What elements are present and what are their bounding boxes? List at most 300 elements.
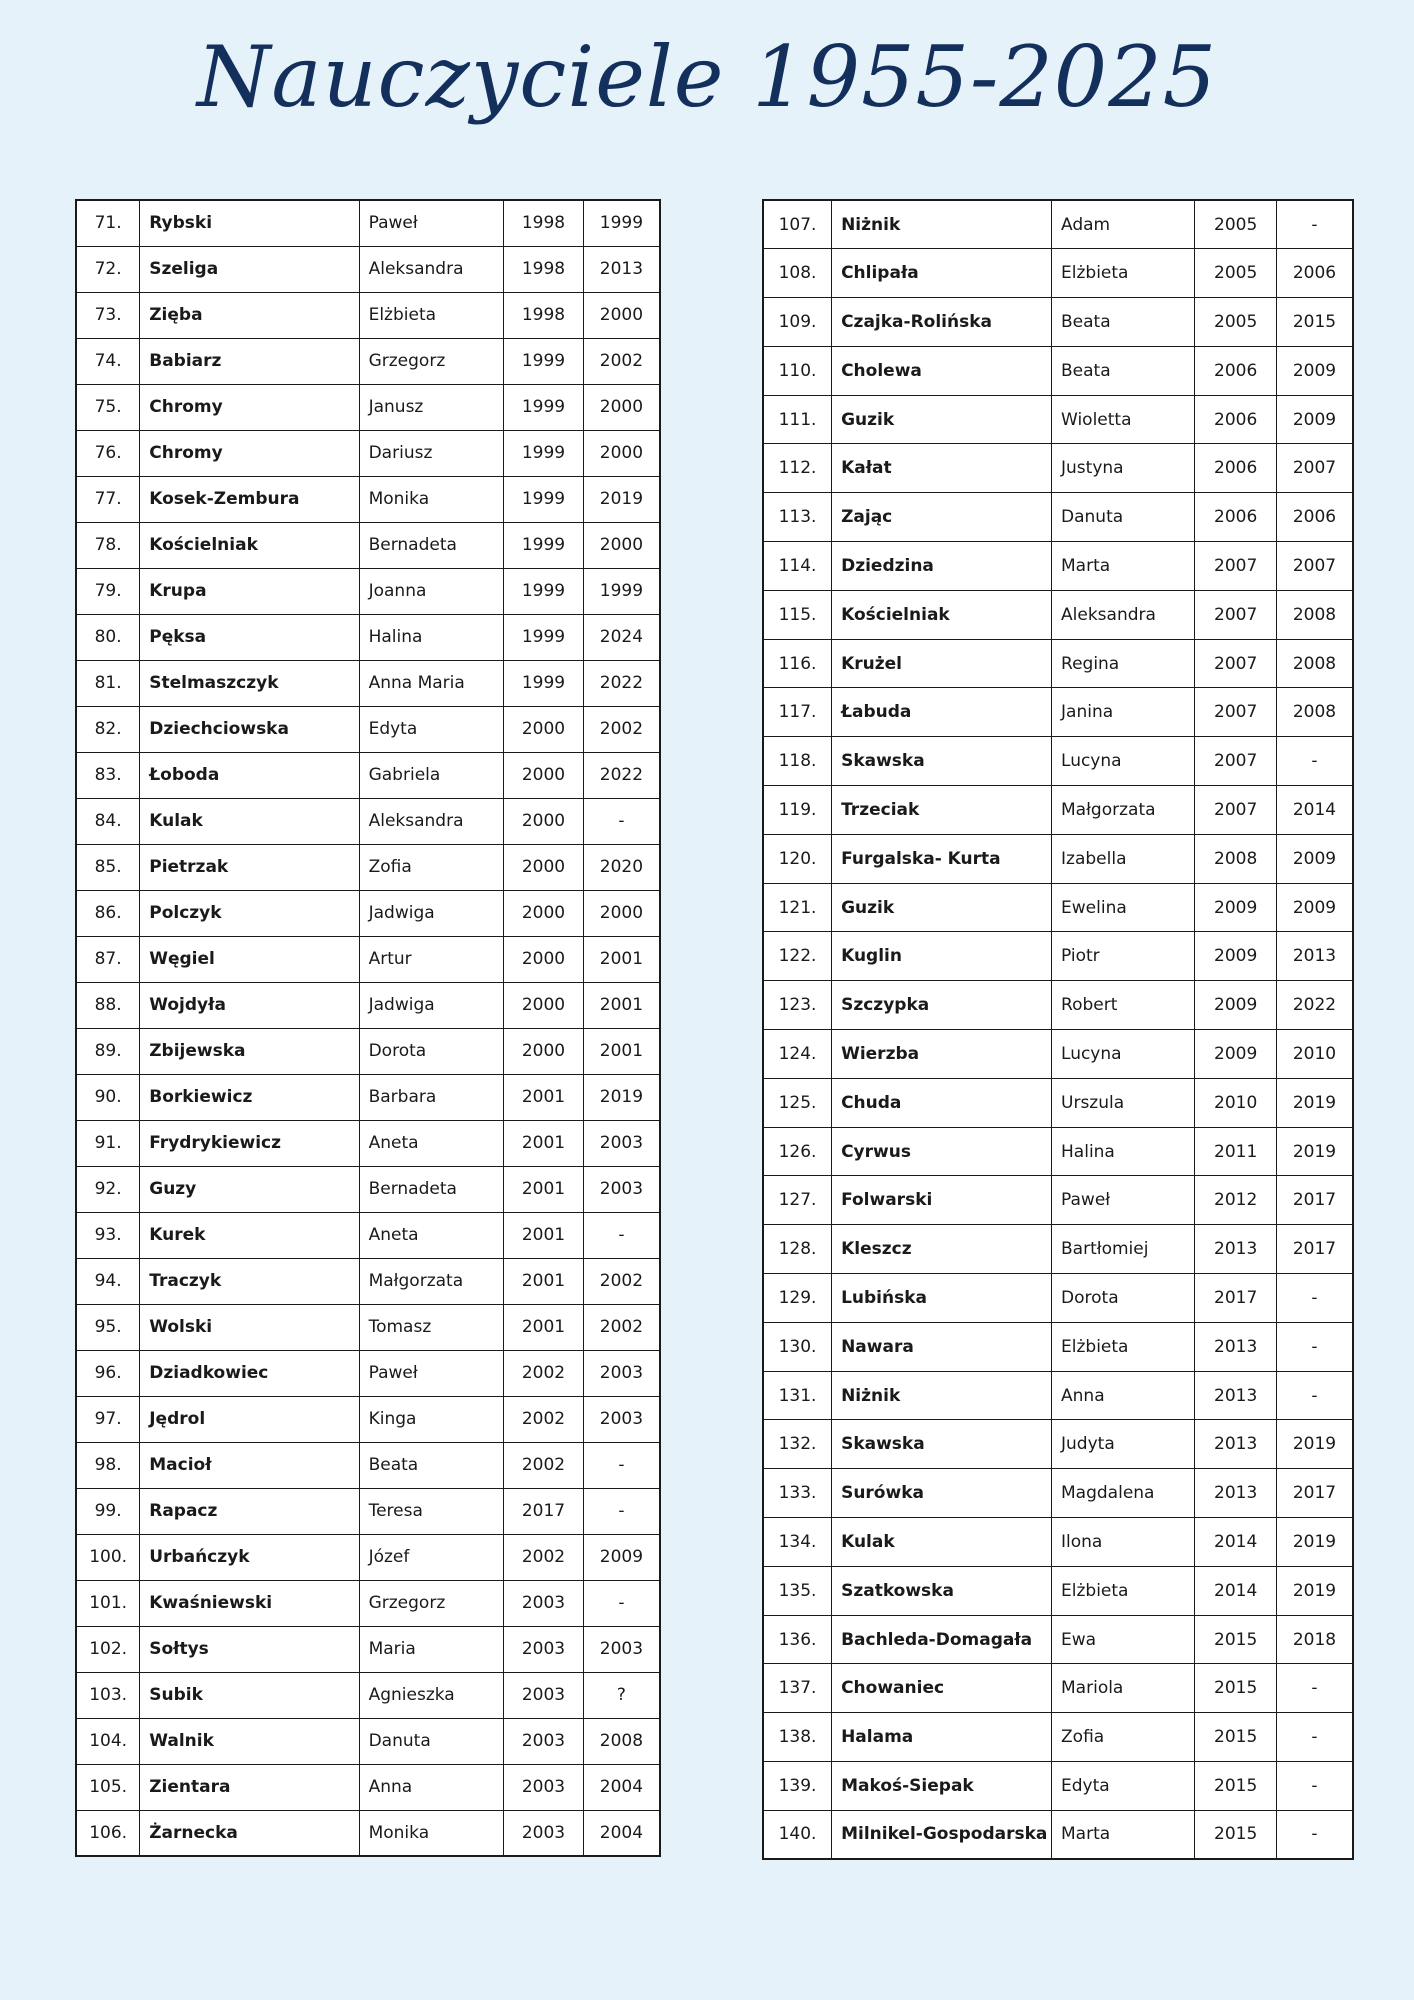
row-number: 92. [76,1166,140,1212]
surname-cell: Skawska [832,737,1052,786]
table-row [76,246,660,292]
page-title: Nauczyciele 1955-2025 [196,28,1218,126]
surname-cell: Milnikel-Gospodarska [832,1810,1052,1859]
row-number: 97. [76,1396,140,1442]
first-name-cell: Agnieszka [359,1672,504,1718]
year-to-cell: 2000 [583,430,660,476]
surname-cell: Wojdyła [140,982,359,1028]
table-row [763,395,1353,444]
year-to-cell: 2008 [583,1718,660,1764]
table-row [76,1212,660,1258]
year-to-cell: 2008 [1276,688,1353,737]
table-row [763,1566,1353,1615]
year-to-cell: 2017 [1276,1176,1353,1225]
year-from-cell: 2000 [504,798,584,844]
row-number: 103. [76,1672,140,1718]
first-name-cell: Zofia [359,844,504,890]
first-name-cell: Regina [1052,639,1195,688]
table-row [76,568,660,614]
row-number: 104. [76,1718,140,1764]
surname-cell: Guzy [140,1166,359,1212]
year-to-cell: 1999 [583,200,660,246]
table-row [76,1810,660,1856]
year-from-cell: 2003 [504,1672,584,1718]
first-name-cell: Marta [1052,542,1195,591]
table-row [763,1713,1353,1762]
year-to-cell: - [1276,1810,1353,1859]
first-name-cell: Judyta [1052,1420,1195,1469]
table-row [763,200,1353,249]
table-row [763,493,1353,542]
surname-cell: Kurek [140,1212,359,1258]
year-to-cell: 2019 [1276,1420,1353,1469]
surname-cell: Zięba [140,292,359,338]
row-number: 118. [763,737,832,786]
row-number: 124. [763,1030,832,1079]
row-number: 114. [763,542,832,591]
first-name-cell: Elżbieta [359,292,504,338]
surname-cell: Niżnik [832,200,1052,249]
year-to-cell: 2014 [1276,786,1353,835]
year-from-cell: 2000 [504,706,584,752]
row-number: 136. [763,1615,832,1664]
surname-cell: Nawara [832,1322,1052,1371]
row-number: 83. [76,752,140,798]
row-number: 135. [763,1566,832,1615]
first-name-cell: Mariola [1052,1664,1195,1713]
year-from-cell: 2000 [504,752,584,798]
year-to-cell: 2022 [1276,981,1353,1030]
table-row [76,1764,660,1810]
first-name-cell: Elżbieta [1052,1566,1195,1615]
first-name-cell: Beata [1052,298,1195,347]
row-number: 106. [76,1810,140,1856]
first-name-cell: Teresa [359,1488,504,1534]
table-row [763,639,1353,688]
table-row [763,542,1353,591]
table-row [76,890,660,936]
table-row [76,1028,660,1074]
table-row [76,292,660,338]
first-name-cell: Bartłomiej [1052,1225,1195,1274]
table-row [763,1615,1353,1664]
first-name-cell: Urszula [1052,1078,1195,1127]
year-to-cell: 2000 [583,384,660,430]
year-from-cell: 1999 [504,522,584,568]
year-from-cell: 2006 [1195,444,1276,493]
row-number: 80. [76,614,140,660]
surname-cell: Walnik [140,1718,359,1764]
year-from-cell: 2002 [504,1534,584,1580]
year-to-cell: 2001 [583,982,660,1028]
first-name-cell: Małgorzata [1052,786,1195,835]
table-row [763,444,1353,493]
year-from-cell: 1999 [504,614,584,660]
first-name-cell: Danuta [1052,493,1195,542]
surname-cell: Kulak [140,798,359,844]
first-name-cell: Monika [359,476,504,522]
year-to-cell: 2017 [1276,1225,1353,1274]
year-to-cell: 2019 [583,1074,660,1120]
row-number: 81. [76,660,140,706]
row-number: 107. [763,200,832,249]
surname-cell: Zbijewska [140,1028,359,1074]
year-from-cell: 2002 [504,1350,584,1396]
surname-cell: Kulak [832,1518,1052,1567]
table-row [763,1322,1353,1371]
year-from-cell: 2013 [1195,1322,1276,1371]
year-to-cell: 2007 [1276,444,1353,493]
table-row [76,1120,660,1166]
year-to-cell: - [1276,1762,1353,1811]
row-number: 91. [76,1120,140,1166]
year-to-cell: 2002 [583,706,660,752]
table-row [76,384,660,430]
row-number: 121. [763,883,832,932]
surname-cell: Cyrwus [832,1127,1052,1176]
row-number: 77. [76,476,140,522]
year-from-cell: 2000 [504,844,584,890]
row-number: 79. [76,568,140,614]
table-row [763,1127,1353,1176]
year-to-cell: 2020 [583,844,660,890]
year-to-cell: 2019 [1276,1127,1353,1176]
first-name-cell: Ilona [1052,1518,1195,1567]
surname-cell: Guzik [832,883,1052,932]
first-name-cell: Zofia [1052,1713,1195,1762]
year-to-cell: - [1276,1274,1353,1323]
year-to-cell: 2009 [1276,883,1353,932]
year-from-cell: 1999 [504,568,584,614]
first-name-cell: Ewelina [1052,883,1195,932]
year-to-cell: 2017 [1276,1469,1353,1518]
year-from-cell: 2007 [1195,688,1276,737]
year-from-cell: 2002 [504,1442,584,1488]
row-number: 123. [763,981,832,1030]
year-to-cell: 2019 [583,476,660,522]
row-number: 131. [763,1371,832,1420]
year-to-cell: - [583,1580,660,1626]
year-from-cell: 2017 [504,1488,584,1534]
row-number: 113. [763,493,832,542]
year-from-cell: 2014 [1195,1518,1276,1567]
year-from-cell: 2007 [1195,542,1276,591]
surname-cell: Dziechciowska [140,706,359,752]
first-name-cell: Lucyna [1052,737,1195,786]
year-from-cell: 2001 [504,1258,584,1304]
row-number: 137. [763,1664,832,1713]
first-name-cell: Danuta [359,1718,504,1764]
first-name-cell: Paweł [359,200,504,246]
year-to-cell: 2003 [583,1626,660,1672]
table-row [76,1672,660,1718]
year-from-cell: 2003 [504,1718,584,1764]
first-name-cell: Jadwiga [359,982,504,1028]
year-from-cell: 2015 [1195,1713,1276,1762]
year-from-cell: 2000 [504,1028,584,1074]
surname-cell: Chuda [832,1078,1052,1127]
year-to-cell: - [583,798,660,844]
row-number: 73. [76,292,140,338]
row-number: 138. [763,1713,832,1762]
year-to-cell: 2003 [583,1120,660,1166]
table-row [763,590,1353,639]
first-name-cell: Adam [1052,200,1195,249]
year-to-cell: 2000 [583,292,660,338]
row-number: 78. [76,522,140,568]
row-number: 109. [763,298,832,347]
first-name-cell: Beata [359,1442,504,1488]
first-name-cell: Bernadeta [359,522,504,568]
first-name-cell: Aleksandra [359,246,504,292]
first-name-cell: Maria [359,1626,504,1672]
first-name-cell: Małgorzata [359,1258,504,1304]
year-from-cell: 1999 [504,430,584,476]
year-to-cell: 2008 [1276,639,1353,688]
first-name-cell: Bernadeta [359,1166,504,1212]
year-from-cell: 2001 [504,1120,584,1166]
year-from-cell: 2000 [504,936,584,982]
table-row [76,1534,660,1580]
first-name-cell: Robert [1052,981,1195,1030]
first-name-cell: Beata [1052,346,1195,395]
surname-cell: Subik [140,1672,359,1718]
first-name-cell: Anna [359,1764,504,1810]
first-name-cell: Wioletta [1052,395,1195,444]
row-number: 88. [76,982,140,1028]
table-row [76,614,660,660]
surname-cell: Macioł [140,1442,359,1488]
row-number: 82. [76,706,140,752]
surname-cell: Halama [832,1713,1052,1762]
row-number: 110. [763,346,832,395]
year-from-cell: 1999 [504,338,584,384]
year-to-cell: 2022 [583,660,660,706]
year-to-cell: 2009 [1276,395,1353,444]
first-name-cell: Elżbieta [1052,1322,1195,1371]
year-to-cell: 2003 [583,1166,660,1212]
table-row [76,1166,660,1212]
row-number: 105. [76,1764,140,1810]
year-from-cell: 2003 [504,1810,584,1856]
year-to-cell: 2000 [583,890,660,936]
row-number: 93. [76,1212,140,1258]
year-from-cell: 2010 [1195,1078,1276,1127]
table-row [763,1420,1353,1469]
row-number: 128. [763,1225,832,1274]
table-row [763,883,1353,932]
row-number: 112. [763,444,832,493]
row-number: 102. [76,1626,140,1672]
first-name-cell: Anna [1052,1371,1195,1420]
year-from-cell: 2015 [1195,1664,1276,1713]
year-from-cell: 1999 [504,476,584,522]
year-to-cell: 2006 [1276,249,1353,298]
year-to-cell: 2019 [1276,1078,1353,1127]
year-from-cell: 2009 [1195,883,1276,932]
table-row [763,1274,1353,1323]
surname-cell: Zając [832,493,1052,542]
year-to-cell: 2007 [1276,542,1353,591]
row-number: 72. [76,246,140,292]
year-to-cell: 2003 [583,1396,660,1442]
surname-cell: Cholewa [832,346,1052,395]
surname-cell: Rybski [140,200,359,246]
teachers-table-left-body [76,200,660,1856]
year-from-cell: 2005 [1195,200,1276,249]
first-name-cell: Monika [359,1810,504,1856]
year-to-cell: 2004 [583,1810,660,1856]
year-to-cell: 2002 [583,338,660,384]
surname-cell: Traczyk [140,1258,359,1304]
row-number: 90. [76,1074,140,1120]
year-from-cell: 2001 [504,1074,584,1120]
row-number: 95. [76,1304,140,1350]
row-number: 127. [763,1176,832,1225]
first-name-cell: Dariusz [359,430,504,476]
surname-cell: Bachleda-Domagała [832,1615,1052,1664]
year-from-cell: 2013 [1195,1469,1276,1518]
first-name-cell: Artur [359,936,504,982]
first-name-cell: Marta [1052,1810,1195,1859]
year-to-cell: 2006 [1276,493,1353,542]
row-number: 101. [76,1580,140,1626]
year-to-cell: 1999 [583,568,660,614]
surname-cell: Wierzba [832,1030,1052,1079]
table-row [76,1488,660,1534]
surname-cell: Kleszcz [832,1225,1052,1274]
row-number: 139. [763,1762,832,1811]
first-name-cell: Dorota [359,1028,504,1074]
surname-cell: Chlipała [832,249,1052,298]
row-number: 117. [763,688,832,737]
table-row [76,936,660,982]
surname-cell: Pietrzak [140,844,359,890]
table-row [76,476,660,522]
year-to-cell: - [583,1212,660,1258]
surname-cell: Kwaśniewski [140,1580,359,1626]
table-row [763,688,1353,737]
first-name-cell: Justyna [1052,444,1195,493]
year-to-cell: 2013 [1276,932,1353,981]
first-name-cell: Aneta [359,1212,504,1258]
row-number: 94. [76,1258,140,1304]
year-from-cell: 2001 [504,1304,584,1350]
year-from-cell: 1998 [504,200,584,246]
table-row [76,1442,660,1488]
row-number: 84. [76,798,140,844]
surname-cell: Skawska [832,1420,1052,1469]
year-to-cell: ? [583,1672,660,1718]
year-to-cell: 2008 [1276,590,1353,639]
surname-cell: Frydrykiewicz [140,1120,359,1166]
year-to-cell: 2002 [583,1258,660,1304]
year-from-cell: 2007 [1195,786,1276,835]
year-from-cell: 2009 [1195,1030,1276,1079]
year-from-cell: 1998 [504,292,584,338]
surname-cell: Dziedzina [832,542,1052,591]
year-from-cell: 2015 [1195,1810,1276,1859]
row-number: 111. [763,395,832,444]
row-number: 126. [763,1127,832,1176]
table-row [76,1074,660,1120]
table-row [76,1580,660,1626]
row-number: 86. [76,890,140,936]
year-from-cell: 2003 [504,1764,584,1810]
year-from-cell: 2009 [1195,981,1276,1030]
row-number: 99. [76,1488,140,1534]
surname-cell: Krupa [140,568,359,614]
year-from-cell: 2006 [1195,493,1276,542]
row-number: 116. [763,639,832,688]
row-number: 100. [76,1534,140,1580]
year-from-cell: 2005 [1195,249,1276,298]
year-to-cell: 2024 [583,614,660,660]
first-name-cell: Elżbieta [1052,249,1195,298]
table-row [763,932,1353,981]
table-row [763,981,1353,1030]
year-from-cell: 2014 [1195,1566,1276,1615]
first-name-cell: Aleksandra [1052,590,1195,639]
year-from-cell: 2015 [1195,1762,1276,1811]
year-from-cell: 2013 [1195,1420,1276,1469]
year-from-cell: 2005 [1195,298,1276,347]
row-number: 115. [763,590,832,639]
year-from-cell: 1998 [504,246,584,292]
row-number: 122. [763,932,832,981]
table-row [76,706,660,752]
year-to-cell: - [1276,200,1353,249]
surname-cell: Kościelniak [140,522,359,568]
table-row [763,737,1353,786]
first-name-cell: Magdalena [1052,1469,1195,1518]
first-name-cell: Anna Maria [359,660,504,706]
first-name-cell: Aleksandra [359,798,504,844]
surname-cell: Folwarski [832,1176,1052,1225]
table-row [763,249,1353,298]
surname-cell: Guzik [832,395,1052,444]
first-name-cell: Kinga [359,1396,504,1442]
first-name-cell: Dorota [1052,1274,1195,1323]
row-number: 119. [763,786,832,835]
row-number: 98. [76,1442,140,1488]
surname-cell: Urbańczyk [140,1534,359,1580]
year-to-cell: - [1276,737,1353,786]
year-from-cell: 2011 [1195,1127,1276,1176]
year-from-cell: 2013 [1195,1225,1276,1274]
table-row [763,1225,1353,1274]
row-number: 74. [76,338,140,384]
year-to-cell: - [583,1488,660,1534]
table-row [763,834,1353,883]
first-name-cell: Paweł [1052,1176,1195,1225]
surname-cell: Czajka-Rolińska [832,298,1052,347]
first-name-cell: Gabriela [359,752,504,798]
row-number: 76. [76,430,140,476]
surname-cell: Niżnik [832,1371,1052,1420]
table-row [76,660,660,706]
year-from-cell: 2007 [1195,737,1276,786]
first-name-cell: Ewa [1052,1615,1195,1664]
table-row [76,1350,660,1396]
year-from-cell: 2001 [504,1166,584,1212]
year-to-cell: 2001 [583,936,660,982]
first-name-cell: Jadwiga [359,890,504,936]
year-to-cell: 2003 [583,1350,660,1396]
year-from-cell: 2000 [504,890,584,936]
table-row [763,1762,1353,1811]
year-from-cell: 2003 [504,1580,584,1626]
